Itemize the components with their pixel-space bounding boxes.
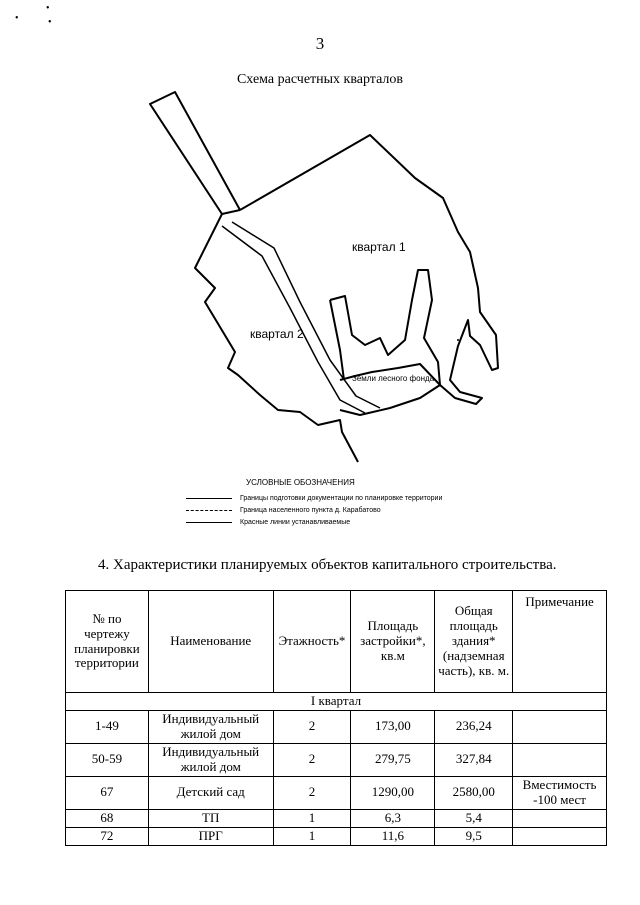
table-row [66, 827, 607, 845]
cell-name: ПРГ [148, 827, 273, 845]
legend-line-solid [186, 498, 232, 499]
forest-label: Земли лесного фонда [352, 374, 435, 383]
legend-item [186, 516, 442, 528]
cell-floors: 2 [273, 776, 351, 809]
table-row [66, 776, 607, 809]
header-name: Наименование [148, 591, 273, 693]
cell-name: ТП [148, 809, 273, 827]
table-header-row [66, 591, 607, 693]
table-row [66, 743, 607, 776]
legend-item [186, 504, 442, 516]
legend-label: Граница населенного пункта д. Карабатово [240, 506, 381, 514]
cell-built-area: 279,75 [351, 743, 435, 776]
header-floors: Этажность* [273, 591, 351, 693]
page-number: 3 [315, 34, 325, 53]
cell-note [513, 743, 607, 776]
cell-name: Детский сад [148, 776, 273, 809]
cell-number: 1-49 [66, 710, 149, 743]
cell-total-area: 9,5 [435, 827, 513, 845]
header-note: Примечание [513, 591, 607, 693]
map-dot [457, 339, 459, 341]
legend-label: Красные линии устанавливаемые [240, 518, 351, 526]
cell-note [513, 827, 607, 845]
quarter1-label: квартал 1 [352, 240, 406, 254]
section-title: 4. Характеристики планируемых объектов капитального строительства. [98, 557, 557, 573]
cell-number: 67 [66, 776, 149, 809]
quarter-divider [222, 210, 240, 214]
quarter2-label: квартал 2 [250, 327, 304, 341]
cell-number: 72 [66, 827, 149, 845]
cell-floors: 1 [273, 809, 351, 827]
cell-note [513, 809, 607, 827]
cell-floors: 1 [273, 827, 351, 845]
cell-built-area: 6,3 [351, 809, 435, 827]
header-number: № по чертежу планировки территории [66, 591, 149, 693]
cell-number: 68 [66, 809, 149, 827]
scan-mark: • [15, 13, 19, 24]
table-row [66, 809, 607, 827]
cell-number: 50-59 [66, 743, 149, 776]
legend-title: УСЛОВНЫЕ ОБОЗНАЧЕНИЯ [246, 478, 355, 487]
map-legend [186, 478, 442, 528]
settlement-boundary [222, 226, 365, 413]
cell-name: Индивидуальный жилой дом [148, 743, 273, 776]
header-total-area: Общая площадь здания* (надземная часть), кв. м. [435, 591, 513, 693]
scan-mark: • [48, 17, 52, 28]
cell-floors: 2 [273, 710, 351, 743]
cell-total-area: 5,4 [435, 809, 513, 827]
cell-name: Индивидуальный жилой дом [148, 710, 273, 743]
group-label: I квартал [66, 693, 607, 711]
objects-table [65, 590, 607, 846]
header-built-area: Площадь застройки*, кв.м [351, 591, 435, 693]
territory-strip [150, 92, 240, 214]
cell-note [513, 710, 607, 743]
cell-total-area: 236,24 [435, 710, 513, 743]
cell-built-area: 173,00 [351, 710, 435, 743]
group-row [66, 693, 607, 711]
table-row [66, 710, 607, 743]
legend-item [186, 492, 442, 504]
cell-floors: 2 [273, 743, 351, 776]
cell-note: Вместимость -100 мест [513, 776, 607, 809]
cell-total-area: 2580,00 [435, 776, 513, 809]
forest-zone-left [330, 300, 344, 380]
legend-label: Границы подготовки документации по планировке территории [240, 494, 443, 502]
cell-total-area: 327,84 [435, 743, 513, 776]
cell-built-area: 1290,00 [351, 776, 435, 809]
scan-mark: • [46, 3, 50, 14]
legend-line-red [186, 522, 232, 523]
scheme-title: Схема расчетных кварталов [236, 72, 404, 87]
legend-line-dashed [186, 510, 232, 511]
cell-built-area: 11,6 [351, 827, 435, 845]
